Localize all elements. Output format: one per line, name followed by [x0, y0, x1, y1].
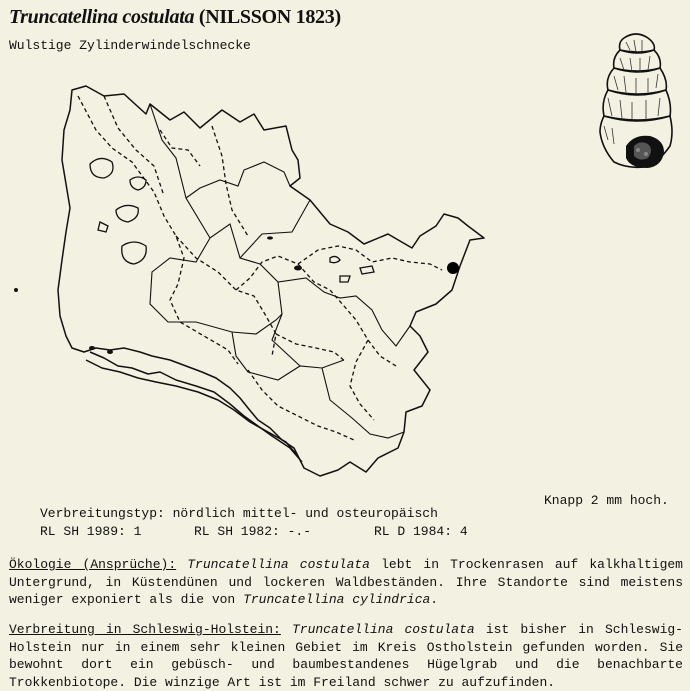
district-borders: [78, 96, 442, 440]
distribution-type: Verbreitungstyp: nördlich mittel- und osteuropäisch: [40, 506, 438, 521]
common-name: Wulstige Zylinderwindelschnecke: [9, 38, 251, 53]
size-note: Knapp 2 mm hoch.: [544, 493, 669, 508]
record-dot: [447, 262, 459, 274]
ecology-heading: Ökologie (Ansprüche):: [9, 557, 177, 572]
species-author: (NILSSON 1823): [198, 6, 341, 28]
ecology-end: .: [430, 592, 439, 607]
distribution-map: [0, 75, 500, 485]
species-name: Truncatellina costulata: [9, 6, 195, 28]
sh-distribution-heading: Verbreitung in Schleswig-Holstein:: [9, 622, 281, 637]
page-title: [9, 6, 341, 29]
red-list-d-1984: RL D 1984: 4: [374, 524, 468, 539]
internal-borders: [150, 104, 410, 438]
sh-distribution-species: Truncatellina costulata: [291, 622, 475, 637]
ecology-species: Truncatellina costulata: [187, 557, 370, 572]
coastline: [58, 86, 484, 476]
snail-shell-illustration: [590, 28, 680, 188]
ecology-paragraph: [9, 556, 683, 609]
red-list-sh-1982: RL SH 1982: -.-: [194, 524, 312, 539]
ecology-compare-species: Truncatellina cylindrica: [243, 592, 431, 607]
sh-distribution-paragraph: [9, 621, 683, 691]
lakes: [90, 158, 374, 282]
ecology-text: lebt in Trockenrasen auf kalkhaltigem Untergrund, in Küstendünen und lockeren Waldbeständen. Ihre Standorte sind meistens weniger exponiert als die von: [9, 557, 683, 607]
map-islands: [14, 236, 302, 354]
sh-distribution-text: ist bisher in Schleswig-Holstein nur in einem sehr kleinen Gebiet im Kreis Ostholstein gefunden worden. Sie bewohnt dort ein gebüsch- und baumbestandenes Hügelgrab und die benachbarte Trokkenbiotope. Die winzige Art ist im Freiland schwer zu aufzufinden.: [9, 622, 683, 690]
red-list-sh-1989: RL SH 1989: 1: [40, 524, 142, 539]
